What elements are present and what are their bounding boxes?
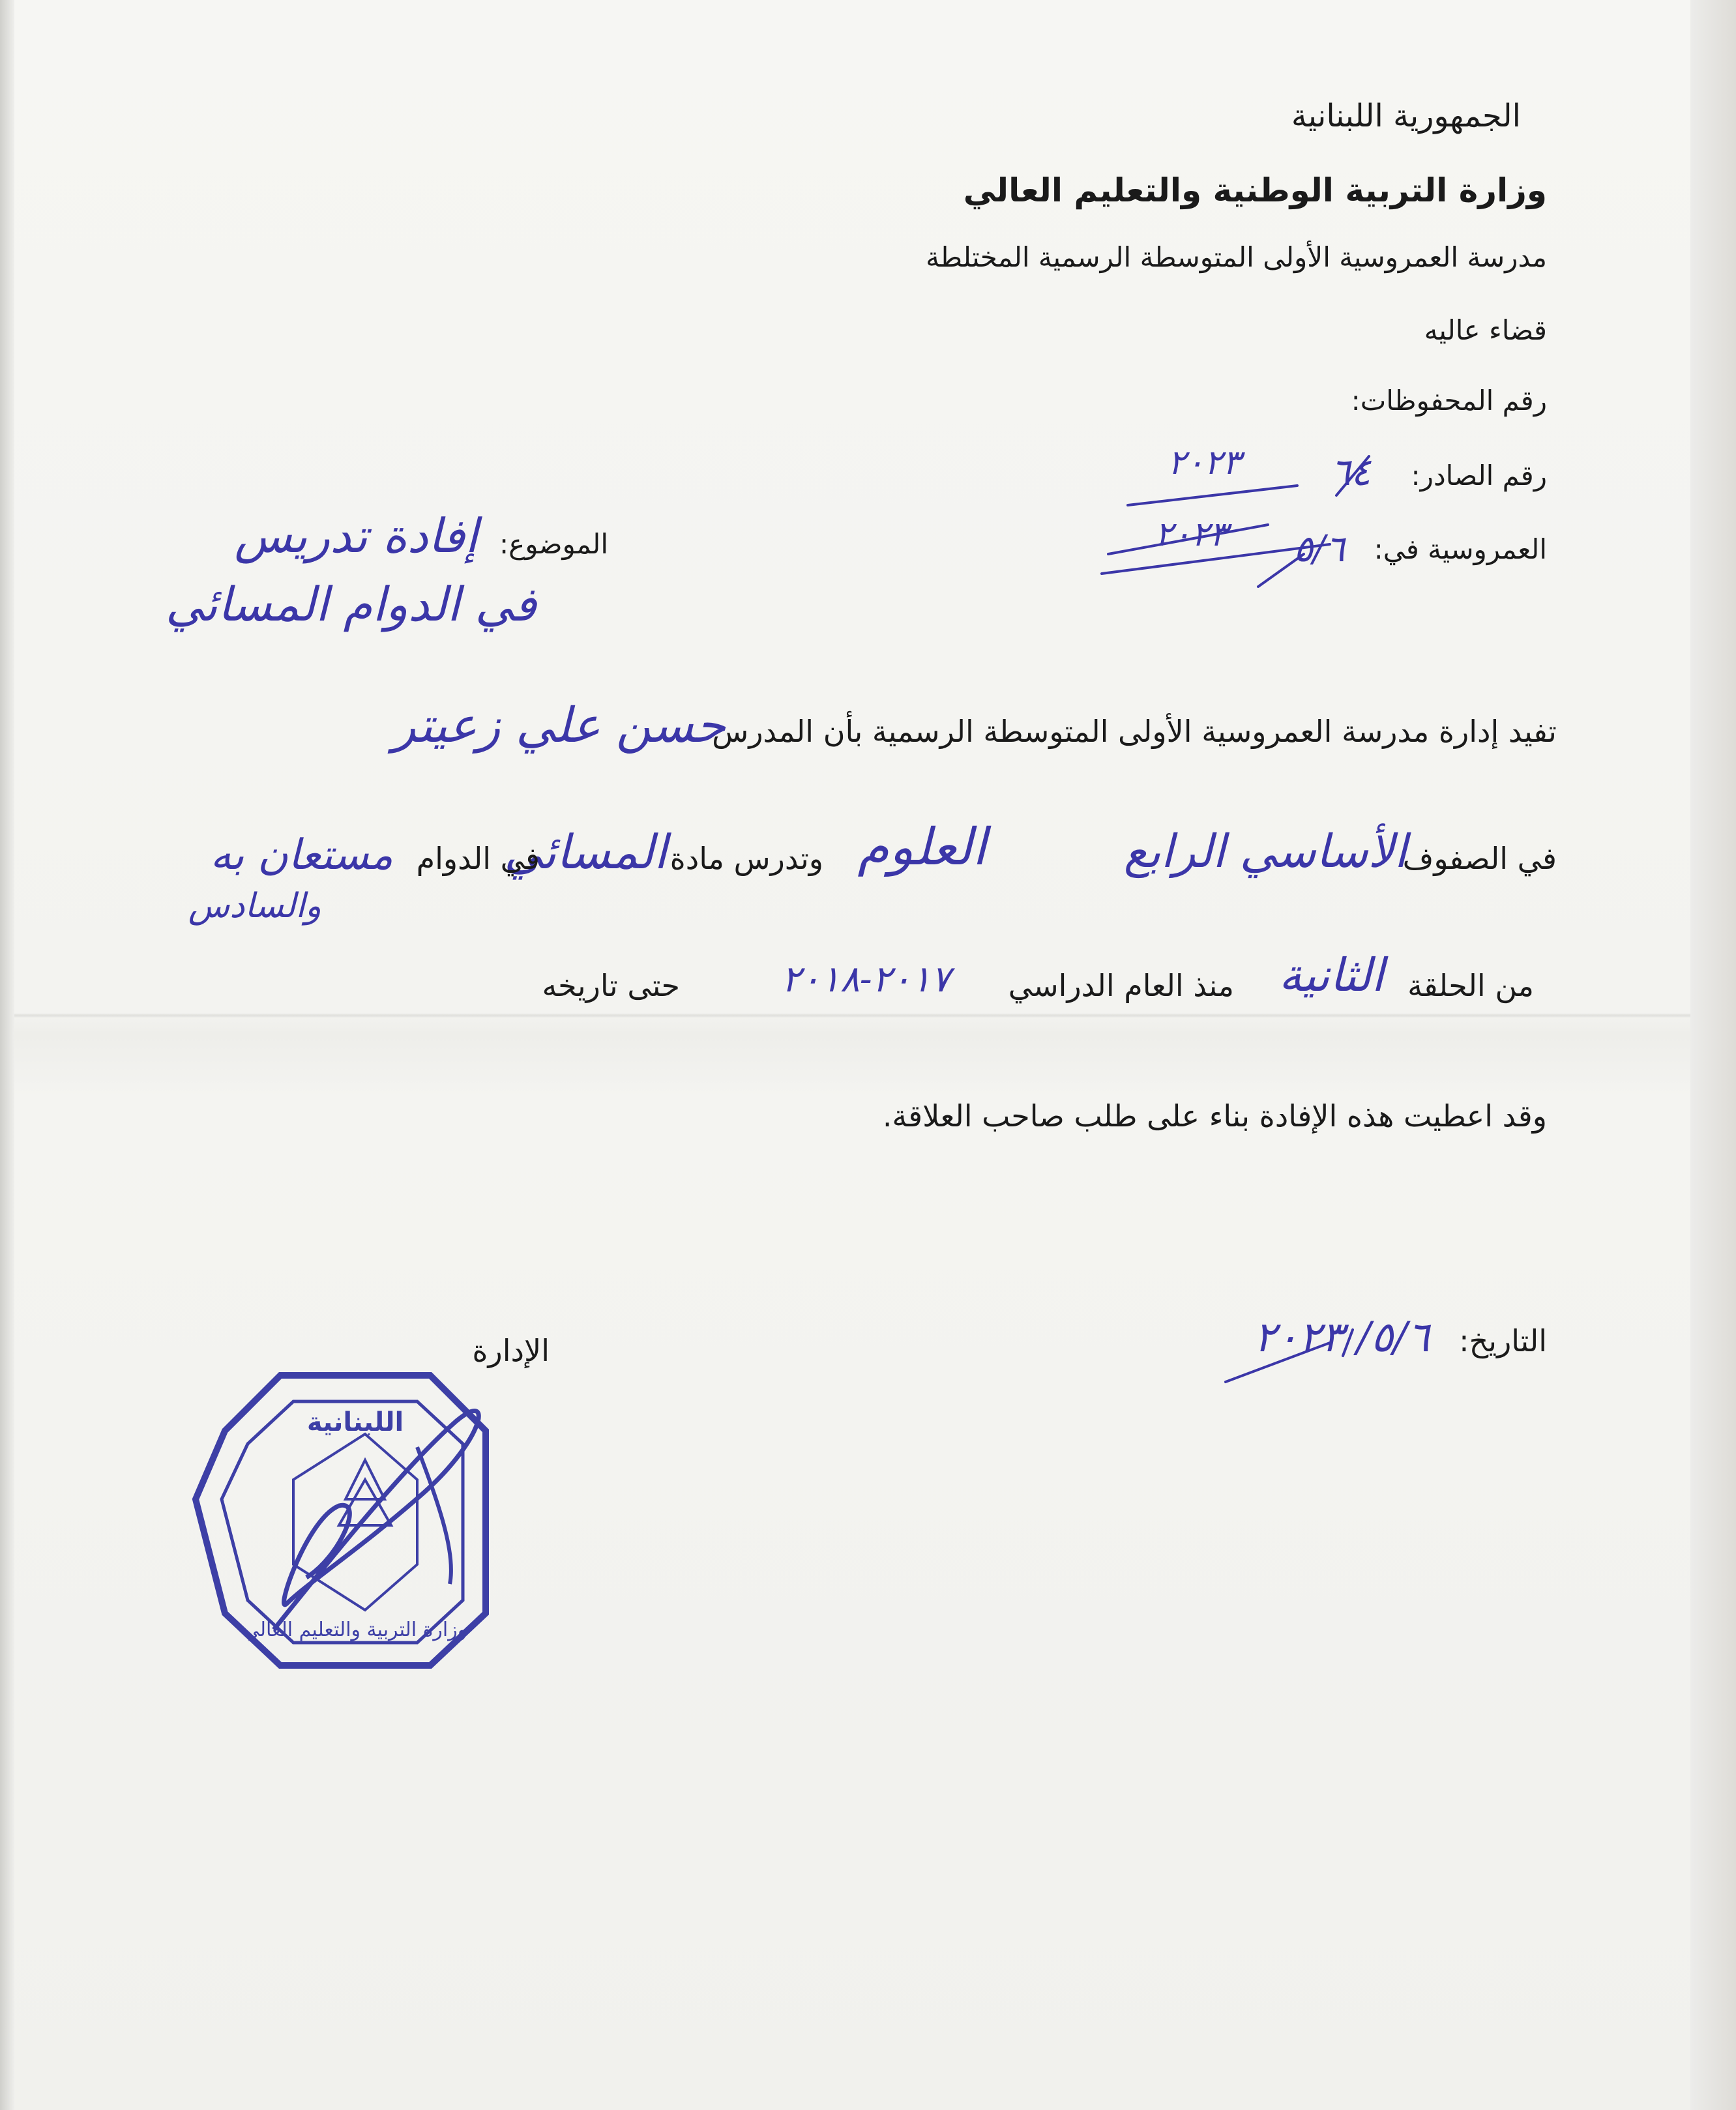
body-line1: تفيد إدارة مدرسة العمروسية الأولى المتوسطة الرسمية بأن المدرس <box>712 714 1557 749</box>
stamp-ring-text: وزارة التربية والتعليم العالي <box>243 1619 467 1641</box>
header-school: مدرسة العمروسية الأولى المتوسطة الرسمية المختلطة <box>926 241 1547 273</box>
place-date-year: ٢٠٢٣ <box>1155 515 1228 554</box>
academic-year-value: ٢٠١٧-٢٠١٨ <box>781 958 950 1001</box>
subject-label: الموضوع: <box>499 528 608 560</box>
body-line2-mid1: في الدوام <box>416 841 540 876</box>
body-line3-c: حتى تاريخه <box>542 968 680 1003</box>
subject-taught: العلوم <box>857 818 986 877</box>
archive-number-label: رقم المحفوظات: <box>1351 385 1547 417</box>
cycle-value: الثانية <box>1278 948 1384 1002</box>
subject-line2: في الدوام المسائي <box>165 577 537 632</box>
outgoing-year-value: ٢٠٢٣ <box>1168 443 1241 482</box>
body-line2-mid2: وتدرس مادة <box>669 841 823 876</box>
header-pen-strokes <box>1102 456 1369 1382</box>
body-line3-a: من الحلقة <box>1407 968 1534 1003</box>
date-value: ٥/٦/ ٢٠٢٣ <box>1254 1313 1430 1362</box>
header-ministry: وزارة التربية الوطنية والتعليم العالي <box>963 171 1547 209</box>
grades-value: الأساسي الرابع <box>1123 825 1407 878</box>
teacher-name: حسن علي زعيتر <box>392 697 726 754</box>
body-line4: وقد اعطيت هذه الإفادة بناء على طلب صاحب العلاقة. <box>882 1098 1547 1134</box>
place-date-label: العمروسية في: <box>1374 533 1547 565</box>
administration-label: الإدارة <box>472 1333 550 1368</box>
outgoing-number-value: ٦٤ <box>1330 450 1371 494</box>
employment-status: مستعان به <box>210 831 393 879</box>
stamp-top-text: اللبنانية <box>306 1407 404 1437</box>
body-line2-mid3: في الصفوف <box>1402 841 1557 876</box>
subject-line1: إفادة تدريس <box>234 508 478 563</box>
place-date-value: ٥/٦ <box>1293 528 1345 570</box>
header-republic: الجمهورية اللبنانية <box>1291 98 1521 134</box>
outgoing-number-label: رقم الصادر: <box>1411 460 1547 491</box>
grades-value-2: والسادس <box>188 886 321 926</box>
date-label: التاريخ: <box>1459 1323 1547 1358</box>
shift-value: المسائي <box>504 825 667 879</box>
body-line3-b: منذ العام الدراسي <box>1008 968 1234 1003</box>
header-district: قضاء عاليه <box>1424 314 1547 346</box>
